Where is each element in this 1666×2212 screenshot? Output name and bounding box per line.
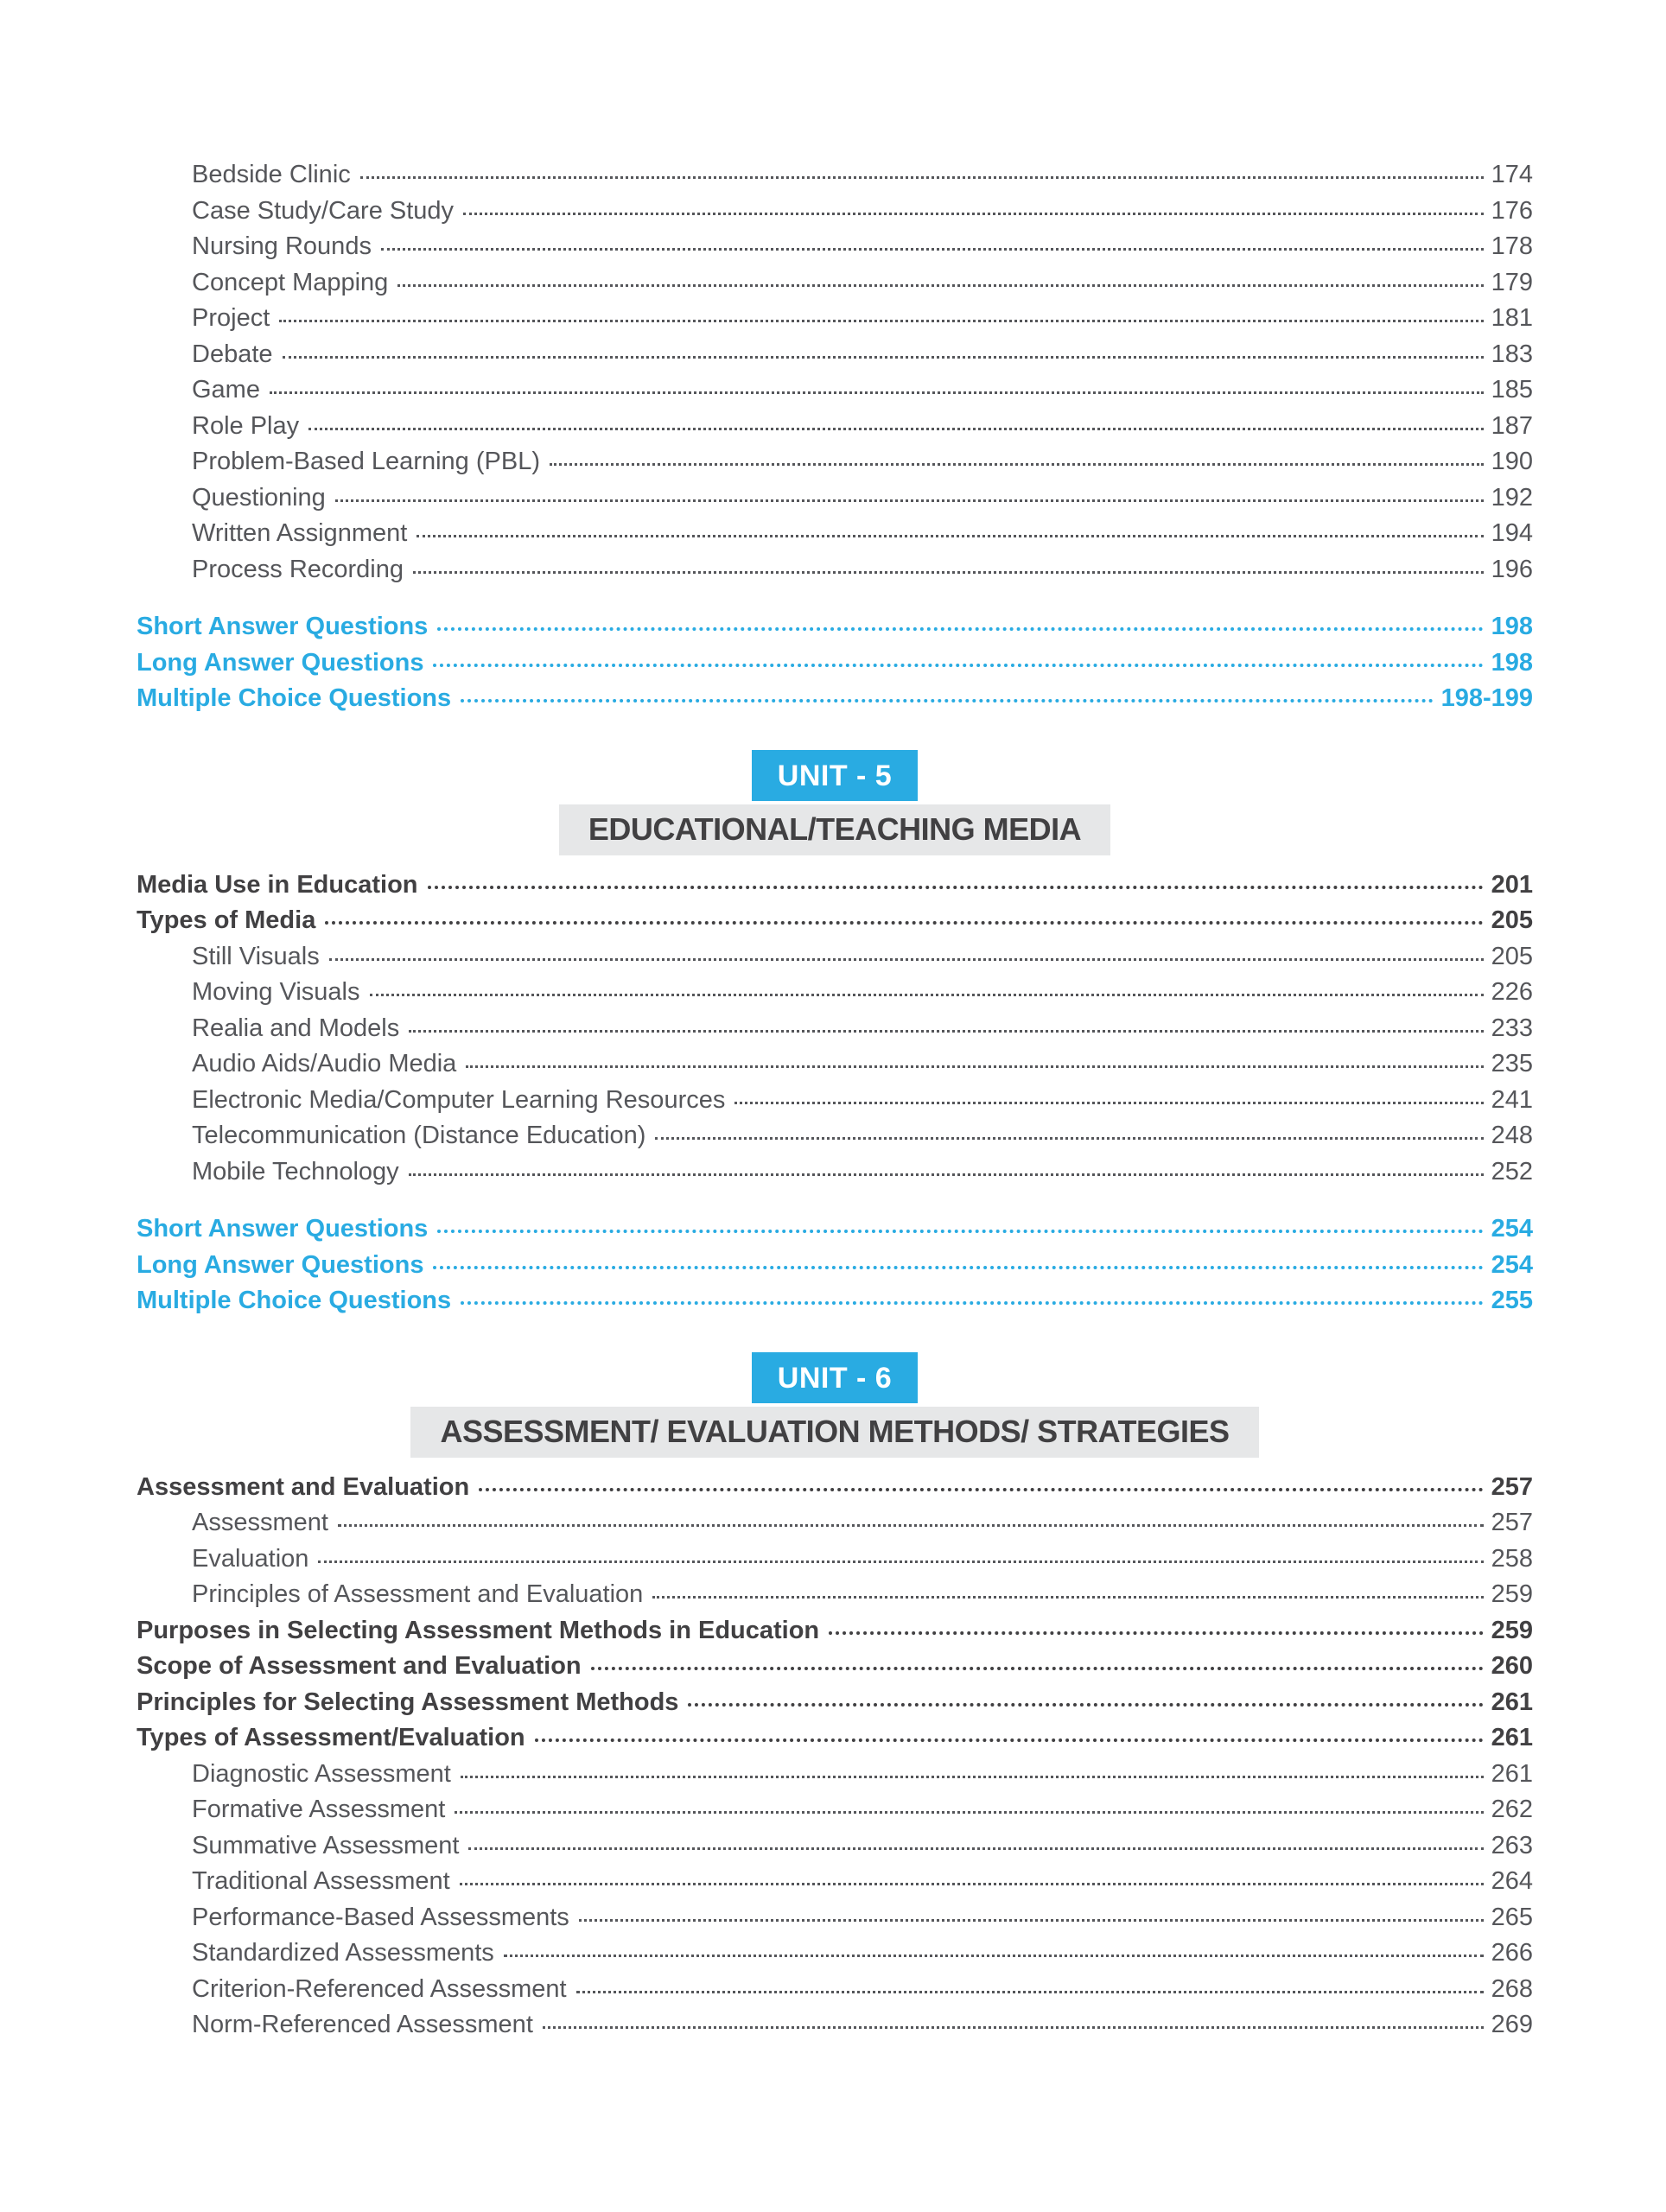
unit-badge: UNIT - 6 [752,1352,918,1403]
dot-leader [479,1488,1483,1491]
toc-entry-page: 183 [1491,340,1533,368]
toc-entry [137,609,1533,645]
toc-entry-label: Mobile Technology [192,1157,399,1185]
toc-entry-page: 261 [1491,1759,1533,1788]
dot-leader [734,1102,1483,1104]
dot-leader [504,1955,1484,1957]
dot-leader [460,1883,1484,1885]
toc-entry [137,1864,1533,1900]
toc-entry [137,1046,1533,1083]
dot-leader [325,921,1483,925]
dot-leader [463,213,1484,215]
toc-entry [137,1685,1533,1721]
dot-leader [329,958,1484,961]
toc-entry [137,939,1533,976]
toc-entry-label: Types of Assessment/Evaluation [137,1724,525,1751]
toc-entry [137,1649,1533,1685]
toc-entry-label: Game [192,376,260,404]
toc-entry-label: Diagnostic Assessment [192,1759,451,1788]
toc-entry [137,645,1533,682]
toc-entry-label: Case Study/Care Study [192,196,455,225]
dot-leader [433,1266,1483,1269]
dot-leader [550,463,1484,466]
toc-entry-label: Short Answer Questions [137,613,429,640]
toc-entry-page: 205 [1491,942,1533,970]
toc-entry-page: 263 [1491,1831,1533,1859]
dot-leader [370,994,1484,996]
toc-entry-page: 178 [1491,232,1533,260]
toc-entry-page: 179 [1491,268,1533,296]
toc-entry-page: 187 [1491,411,1533,440]
toc-entry [137,1936,1533,1972]
dot-leader [360,176,1484,179]
toc-entry-page: 255 [1491,1287,1533,1314]
toc-entry-label: Nursing Rounds [192,232,372,260]
toc-entry [137,868,1533,904]
dot-leader [543,2026,1484,2029]
dot-leader [283,356,1484,359]
toc-entry-label: Concept Mapping [192,268,389,296]
toc-entry-label: Formative Assessment [192,1796,446,1823]
toc-entry-page: 254 [1491,1215,1533,1243]
toc-entry-label: Short Answer Questions [137,1215,429,1243]
toc-entry [137,1470,1533,1506]
toc-entry [137,1792,1533,1828]
toc-entry-label: Role Play [192,411,300,440]
toc-entry [137,1541,1533,1578]
toc-entry-page: 259 [1491,1580,1533,1608]
toc-entry [137,1828,1533,1865]
dot-leader [270,391,1484,394]
dot-leader [461,1301,1483,1305]
toc-entry-label: Purposes in Selecting Assessment Methods in Education [137,1616,820,1644]
toc-entry-page: 198-199 [1440,684,1533,712]
toc-entry [137,903,1533,939]
toc-entry [137,1248,1533,1284]
toc-entry-label: Realia and Models [192,1014,400,1042]
toc-entry [137,1757,1533,1793]
toc-entry [137,1211,1533,1248]
dot-leader [416,535,1483,537]
toc-entry-label: Scope of Assessment and Evaluation [137,1652,582,1680]
unit-title: ASSESSMENT/ EVALUATION METHODS/ STRATEGIES [410,1407,1258,1458]
toc-entry-label: Criterion-Referenced Assessment [192,1974,567,2003]
dot-leader [576,1991,1484,1993]
dot-leader [279,320,1483,322]
toc-entry-label: Traditional Assessment [192,1867,450,1895]
toc-entry [137,194,1533,230]
dot-leader [437,627,1483,631]
dot-leader [409,1030,1483,1033]
dot-leader [535,1738,1484,1742]
toc-entry [137,1011,1533,1047]
toc-entry-label: Long Answer Questions [137,1250,424,1279]
toc-entry-label: Principles of Assessment and Evaluation [192,1580,644,1608]
toc-entry-page: 181 [1491,304,1533,332]
toc-entry [137,975,1533,1011]
toc-entry-label: Principles for Selecting Assessment Methods [137,1688,679,1716]
toc-entry-page: 176 [1491,196,1533,225]
toc-entry-page: 233 [1491,1014,1533,1042]
dot-leader [466,1065,1483,1068]
unit-title: EDUCATIONAL/TEACHING MEDIA [559,804,1110,855]
toc-entry-label: Performance-Based Assessments [192,1903,569,1931]
unit-header [137,1352,1533,1458]
toc-entry-label: Questioning [192,483,326,512]
toc-entry-page: 259 [1491,1616,1533,1644]
dot-leader [461,699,1433,702]
dot-leader [428,886,1484,889]
dot-leader [468,1847,1483,1850]
toc-entry-label: Moving Visuals [192,978,360,1006]
dot-leader [308,428,1483,430]
toc-entry-label: Written Assignment [192,519,408,547]
toc-entry-label: Bedside Clinic [192,161,351,188]
toc-entry-page: 185 [1491,376,1533,404]
toc-entry-page: 248 [1491,1122,1533,1149]
toc-entry [137,372,1533,409]
toc-entry-label: Assessment and Evaluation [137,1472,470,1501]
toc-entry [137,1283,1533,1319]
toc-entry [137,229,1533,265]
unit-badge: UNIT - 5 [752,750,918,801]
toc-entry-page: 266 [1491,1939,1533,1967]
toc-entry-page: 254 [1491,1250,1533,1279]
toc-entry-label: Still Visuals [192,942,320,970]
toc-entry [137,516,1533,552]
toc-entry [137,1900,1533,1936]
toc-entry-page: 241 [1491,1085,1533,1114]
toc-entry-page: 269 [1491,2011,1533,2038]
toc-entry-label: Long Answer Questions [137,648,424,677]
dot-leader [652,1596,1483,1599]
toc-entry-page: 174 [1491,161,1533,188]
toc-entry-label: Summative Assessment [192,1831,460,1859]
dot-leader [409,1173,1484,1176]
toc-entry-page: 257 [1491,1472,1533,1501]
toc-entry-label: Audio Aids/Audio Media [192,1050,457,1077]
toc-entry-page: 261 [1491,1688,1533,1716]
toc-entry-label: Types of Media [137,906,316,934]
toc-entry-label: Evaluation [192,1544,309,1573]
toc-entry-page: 196 [1491,555,1533,583]
toc-entry-page: 252 [1491,1157,1533,1185]
toc-entry [137,552,1533,588]
dot-leader [413,571,1484,574]
dot-leader [381,248,1484,251]
toc-entry-page: 192 [1491,483,1533,512]
toc-entry-label: Assessment [192,1509,328,1536]
unit-header [137,750,1533,855]
toc-entry-page: 194 [1491,519,1533,547]
toc-entry [137,301,1533,337]
toc-entry-page: 198 [1491,648,1533,677]
toc-entry-label: Electronic Media/Computer Learning Resources [192,1085,726,1114]
toc-entry-page: 261 [1491,1724,1533,1751]
toc-entry [137,409,1533,445]
toc-entry-label: Project [192,304,270,332]
toc-entry-label: Multiple Choice Questions [137,1287,452,1314]
dot-leader [455,1811,1483,1814]
dot-leader [338,1524,1484,1527]
toc-entry-label: Problem-Based Learning (PBL) [192,448,540,475]
toc-entry-label: Multiple Choice Questions [137,684,452,712]
dot-leader [688,1703,1483,1707]
dot-leader [433,664,1483,667]
toc-entry-page: 268 [1491,1974,1533,2003]
toc-entry [137,1154,1533,1191]
toc-entry-page: 258 [1491,1544,1533,1573]
toc-entry [137,480,1533,517]
dot-leader [655,1137,1483,1140]
toc-entry [137,2007,1533,2044]
toc-entry [137,337,1533,373]
toc-entry [137,1083,1533,1119]
dot-leader [591,1667,1484,1670]
toc-entry [137,681,1533,717]
toc-entry-page: 198 [1491,613,1533,640]
toc-entry-page: 262 [1491,1796,1533,1823]
toc-entry-page: 260 [1491,1652,1533,1680]
dot-leader [579,1919,1484,1922]
toc-entry-label: Standardized Assessments [192,1939,494,1967]
toc-entry-page: 235 [1491,1050,1533,1077]
dot-leader [461,1776,1484,1778]
toc-entry [137,1505,1533,1541]
toc-entry-page: 205 [1491,906,1533,934]
toc-entry-page: 264 [1491,1867,1533,1895]
toc-entry [137,157,1533,194]
toc-entry-page: 257 [1491,1509,1533,1536]
toc-entry-page: 226 [1491,978,1533,1006]
toc-entry-label: Debate [192,340,273,368]
toc-entry [137,1613,1533,1649]
dot-leader [318,1560,1483,1563]
toc-entry [137,444,1533,480]
table-of-contents [137,157,1533,2044]
toc-entry-label: Media Use in Education [137,870,418,899]
toc-entry-label: Process Recording [192,555,404,583]
toc-entry-label: Telecommunication (Distance Education) [192,1122,646,1149]
toc-entry [137,1577,1533,1613]
toc-entry-label: Norm-Referenced Assessment [192,2011,533,2038]
toc-entry-page: 201 [1491,870,1533,899]
dot-leader [397,284,1483,287]
toc-entry [137,265,1533,302]
toc-entry [137,1972,1533,2008]
toc-entry-page: 190 [1491,448,1533,475]
dot-leader [335,499,1484,502]
toc-entry-page: 265 [1491,1903,1533,1931]
toc-entry [137,1118,1533,1154]
dot-leader [437,1230,1483,1233]
toc-entry [137,1720,1533,1757]
dot-leader [829,1631,1483,1635]
